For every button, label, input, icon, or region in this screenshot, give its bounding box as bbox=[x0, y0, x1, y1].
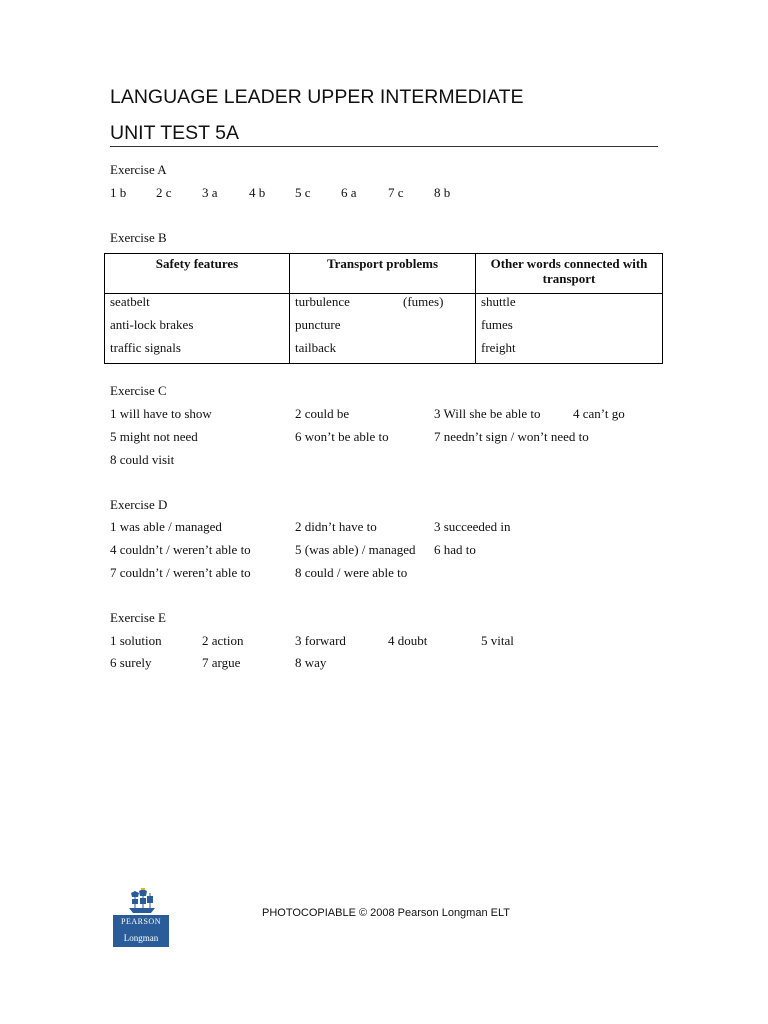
ship-icon bbox=[113, 888, 169, 914]
exercise-e-answer: 6 surely bbox=[110, 655, 152, 670]
exercise-d-answer: 4 couldn’t / weren’t able to bbox=[110, 542, 251, 557]
exercise-e-answer: 4 doubt bbox=[388, 633, 428, 648]
list-item: seatbelt bbox=[110, 294, 150, 309]
other-words-cell bbox=[476, 294, 663, 364]
exercise-e-answer: 3 forward bbox=[295, 633, 346, 648]
exercise-e-answer: 1 solution bbox=[110, 633, 162, 648]
exercise-a-answer: 8 b bbox=[434, 185, 451, 200]
column-header-problems: Transport problems bbox=[290, 254, 476, 294]
exercise-c-answer: 8 could visit bbox=[110, 452, 175, 467]
logo-subname: Longman bbox=[123, 933, 159, 943]
exercise-d-answer: 8 could / were able to bbox=[295, 565, 408, 580]
exercise-a-answer: 4 b bbox=[249, 185, 266, 200]
exercise-d-answer: 7 couldn’t / weren’t able to bbox=[110, 565, 251, 580]
column-header-safety: Safety features bbox=[105, 254, 290, 294]
column-header-other: Other words connected with transport bbox=[476, 254, 663, 294]
exercise-a-answer: 1 b bbox=[110, 185, 127, 200]
exercise-c-answer: 4 can’t go bbox=[573, 406, 625, 421]
exercise-d-answer: 6 had to bbox=[434, 542, 476, 557]
exercise-e-answer: 5 vital bbox=[481, 633, 514, 648]
list-item: puncture bbox=[295, 317, 341, 332]
exercise-b-label: Exercise B bbox=[110, 230, 167, 245]
exercise-a-answer: 6 a bbox=[341, 185, 357, 200]
exercise-c-answer: 6 won’t be able to bbox=[295, 429, 389, 444]
list-item: shuttle bbox=[481, 294, 516, 309]
exercise-e-answer: 7 argue bbox=[202, 655, 241, 670]
exercise-c-label: Exercise C bbox=[110, 383, 167, 398]
exercise-a-label: Exercise A bbox=[110, 162, 167, 177]
exercise-d-answer: 3 succeeded in bbox=[434, 519, 511, 534]
exercise-c-answer: 5 might not need bbox=[110, 429, 198, 444]
exercise-d-label: Exercise D bbox=[110, 497, 168, 512]
list-item: freight bbox=[481, 340, 516, 355]
title-divider bbox=[110, 146, 658, 147]
exercise-d-answer: 2 didn’t have to bbox=[295, 519, 377, 534]
list-item: turbulence bbox=[295, 294, 350, 309]
transport-problems-cell bbox=[290, 294, 476, 364]
logo-name: PEARSON bbox=[121, 917, 161, 926]
exercise-e-label: Exercise E bbox=[110, 610, 166, 625]
exercise-b-table bbox=[104, 253, 663, 364]
exercise-c-answer: 7 needn’t sign / won’t need to bbox=[434, 429, 589, 444]
list-item: tailback bbox=[295, 340, 337, 355]
document-title: LANGUAGE LEADER UPPER INTERMEDIATE bbox=[110, 86, 524, 108]
exercise-a-answer: 7 c bbox=[388, 185, 404, 200]
exercise-a-answer: 2 c bbox=[156, 185, 172, 200]
exercise-c-answer: 1 will have to show bbox=[110, 406, 212, 421]
exercise-c-answer: 3 Will she be able to bbox=[434, 406, 541, 421]
exercise-e-answer: 2 action bbox=[202, 633, 244, 648]
document-subtitle: UNIT TEST 5A bbox=[110, 122, 239, 144]
exercise-e-answer: 8 way bbox=[295, 655, 327, 670]
pearson-longman-logo bbox=[113, 888, 169, 948]
list-item: traffic signals bbox=[110, 340, 181, 355]
exercise-c-answer: 2 could be bbox=[295, 406, 350, 421]
footer-copyright: PHOTOCOPIABLE © 2008 Pearson Longman ELT bbox=[262, 907, 510, 919]
exercise-a-answer: 3 a bbox=[202, 185, 218, 200]
list-item-extra: (fumes) bbox=[403, 294, 444, 309]
list-item: anti-lock brakes bbox=[110, 317, 194, 332]
exercise-a-answer: 5 c bbox=[295, 185, 311, 200]
safety-features-cell bbox=[105, 294, 290, 364]
list-item: fumes bbox=[481, 317, 513, 332]
exercise-d-answer: 1 was able / managed bbox=[110, 519, 222, 534]
exercise-d-answer: 5 (was able) / managed bbox=[295, 542, 416, 557]
